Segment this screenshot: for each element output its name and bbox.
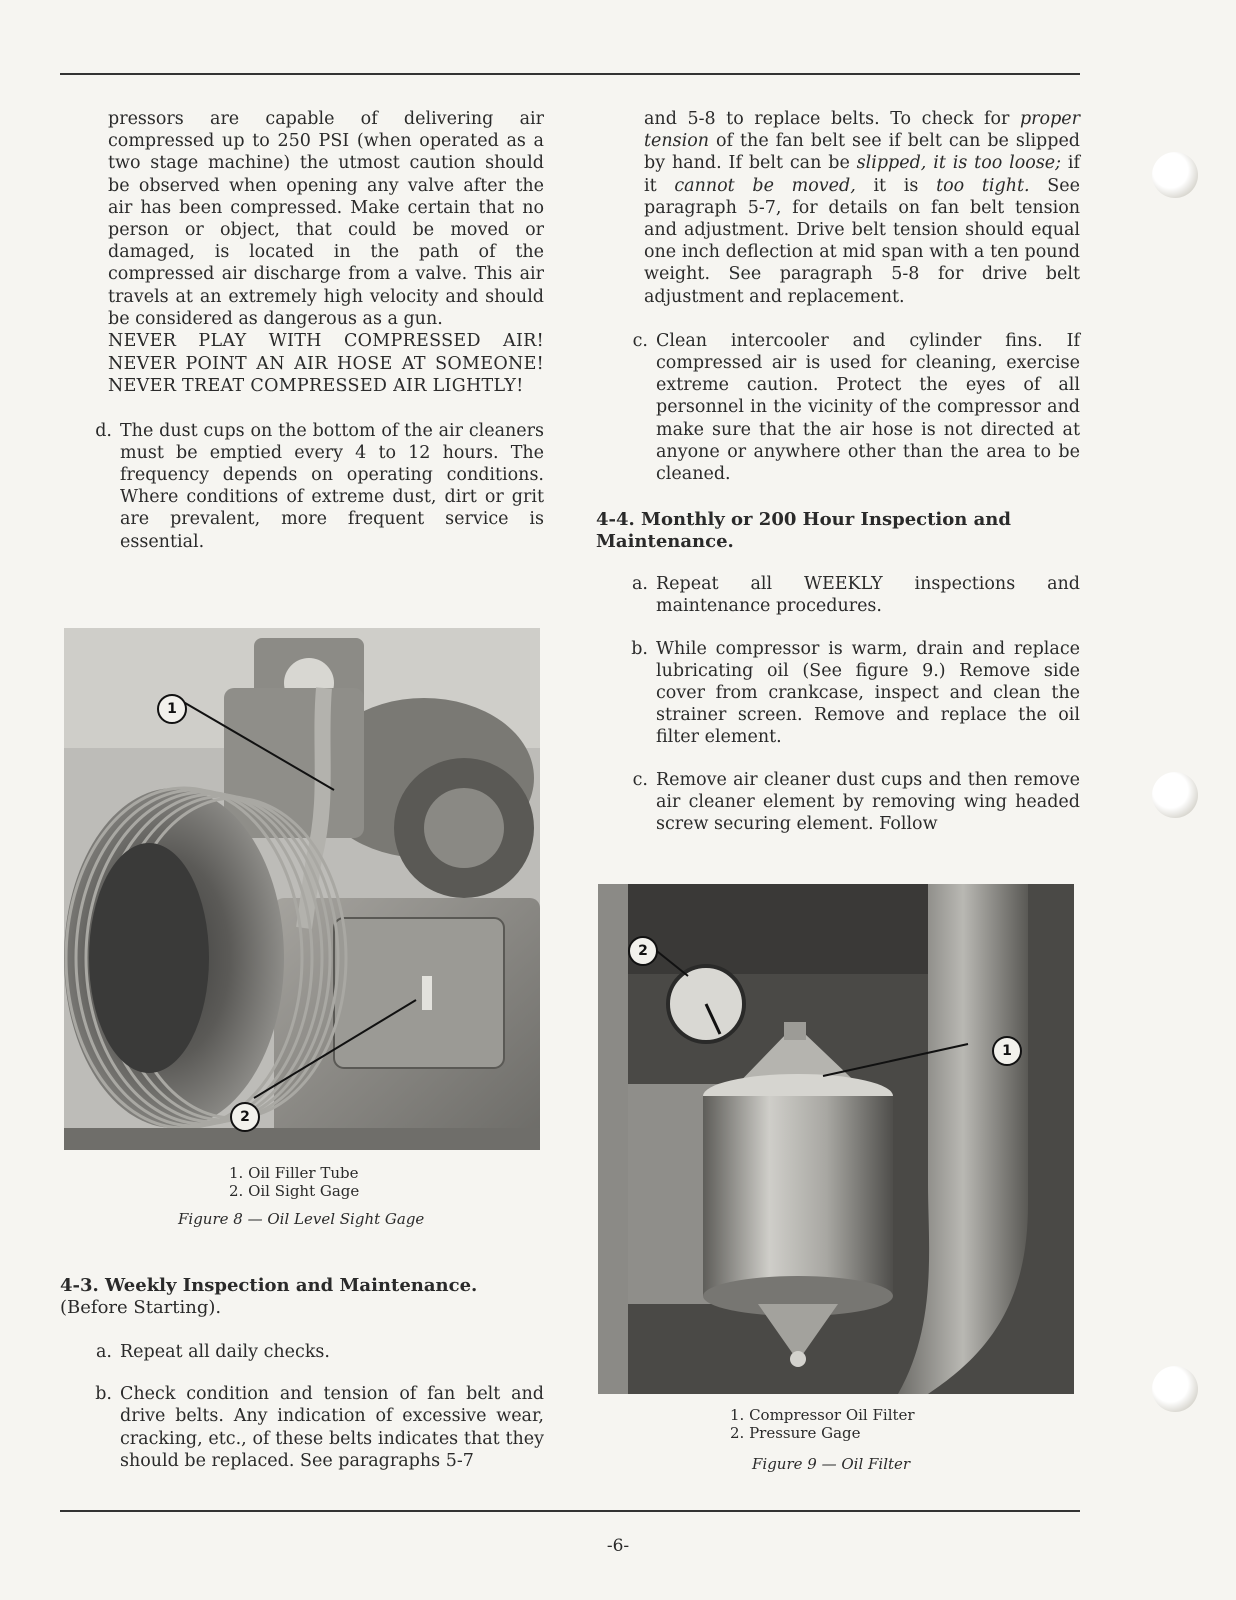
item-label: c. [632,769,648,790]
text-run: of the fan belt see if belt can be slipped by hand. If belt can be [644,131,1080,174]
text-run-emphasis: too tight. [936,175,1030,196]
binder-hole [1152,152,1198,198]
item-text: Check condition and tension of fan belt and drive belts. Any indication of excessive wear, cracking, etc., of these belts indicates that they should be replaced. See paragraphs 5-7 [120,1384,544,1471]
page-number: -6- [606,1536,630,1556]
text-run-emphasis: slipped, it is too loose; [856,153,1062,174]
section-4-4-heading: 4-4. Monthly or 200 Hour Inspection and Maintenance. [596,509,1011,553]
text-run: it is [855,175,937,196]
item-text: Repeat all daily checks. [120,1342,330,1362]
figure-8-title: Figure 8 — Oil Level Sight Gage [178,1210,425,1228]
item-a [596,573,1080,617]
item-text: While compressor is warm, drain and replace lubricating oil (See figure 9.) Remove side cover from crankcase, inspect and clean the strainer screen. Remove and replace the oil filter element. [656,638,1080,748]
item-text: Remove air cleaner dust cups and then remove air cleaner element by removing wing headed screw securing element. Follow [656,769,1080,835]
item-label: c. [632,330,648,351]
item-a [60,1341,544,1363]
section-4-3 [60,1275,544,1472]
continuation-paragraph [596,108,1080,308]
item-b [60,1383,544,1472]
right-column [596,108,1080,835]
item-c [596,769,1080,836]
figure-8-callout-1: 1 [157,694,187,724]
text-run: if it [644,153,1081,196]
figure-8-photo [64,628,540,1150]
text-run-emphasis: proper tension [644,109,1080,152]
legend-item: 1. Oil Filler Tube [229,1164,359,1182]
figure-9-legend [730,1406,915,1442]
heading-plain: (Before Starting). [60,1297,222,1318]
bottom-rule [60,1510,1080,1512]
intro-paragraph: pressors are capable of delivering air compressed up to 250 PSI (when operated as a two stage machine) the utmost caution should be observed when opening any valve after the air has been compressed. Make certain that no person or object, that could be moved or damaged, is located in the path of the compressed air discharge from a valve. This air travels at an extremely high velocity and should be considered as dangerous as a gun. [108,109,544,329]
item-label: a. [96,1342,112,1362]
text-run-emphasis: cannot be moved, [674,175,856,196]
left-column [60,108,544,553]
legend-item: 2. Oil Sight Gage [229,1182,360,1200]
item-label: b. [95,1384,112,1405]
binder-hole [1152,772,1198,818]
item-label: b. [631,638,648,659]
figure-9-callout-2: 2 [628,936,658,966]
legend-item: 1. Compressor Oil Filter [730,1406,915,1424]
figure-9-callout-1: 1 [992,1036,1022,1066]
top-rule [60,73,1080,75]
item-text: Repeat all WEEKLY inspections and maintenance procedures. [656,574,1080,617]
caution-paragraph: NEVER PLAY WITH COMPRESSED AIR! NEVER POINT AN AIR HOSE AT SOMEONE! NEVER TREAT COMPRESSED AIR LIGHTLY! [108,331,544,397]
item-b [596,638,1080,749]
section-4-3-heading [60,1275,544,1319]
figure-9-title: Figure 9 — Oil Filter [752,1455,911,1473]
binder-hole [1152,1366,1198,1412]
item-label: a. [632,574,648,595]
item-text: The dust cups on the bottom of the air cleaners must be emptied every 4 to 12 hours. The frequency depends on operating conditions. Where conditions of extreme dust, dirt or grit are prevalent, more frequent service is essential. [120,420,544,552]
item-text: Clean intercooler and cylinder fins. If compressed air is used for cleaning, exercise extreme caution. Protect the eyes of all personnel in the vicinity of the compressor and make sure that the air hose is not directed at anyone or anywhere other than the area to be cleaned. [656,330,1080,485]
figure-9-photo [598,884,1074,1394]
text-run: and 5-8 to replace belts. To check for [644,109,1020,129]
heading-bold: 4-3. Weekly Inspection and Maintenance. [60,1275,478,1296]
figure-8-callout-2: 2 [230,1102,260,1132]
item-d [60,420,544,553]
item-c [596,330,1080,485]
legend-item: 2. Pressure Gage [730,1424,861,1442]
figure-8-legend [229,1164,359,1200]
item-label: d. [95,420,112,441]
text-run: See paragraph 5-7, for details on fan belt tension and adjustment. Drive belt tension should equal one inch deflection at mid span with a ten pound weight. See paragraph 5-8 for drive belt adjustment and replacement. [644,175,1080,307]
